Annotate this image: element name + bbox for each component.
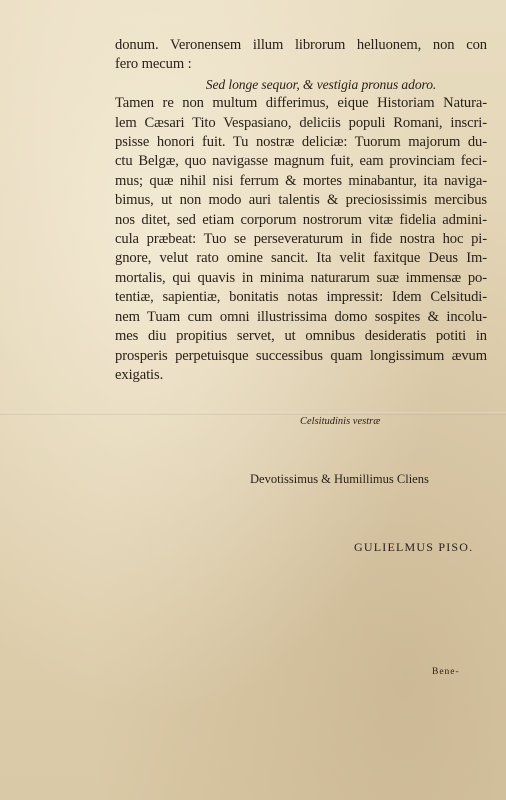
text-line: prosperis perpetuisque successibus quam longissimum ævum (115, 347, 487, 364)
text-line: psisse honori fuit. Tu nostræ deliciæ: Tuorum majorum du- (115, 134, 487, 151)
page-fold (0, 412, 506, 415)
catchword: Bene- (432, 667, 460, 677)
text-line: cula præbeat: Tuo se perseveraturum in fide nostra hoc pi- (115, 231, 487, 248)
text-line: lem Cæsari Tito Vespasiano, deliciis populi Romani, inscri- (115, 114, 487, 131)
text-line: nos ditet, sed etiam corporum nostrorum vitæ fidelia admini- (115, 211, 487, 228)
text-line: bimus, ut non modo auri talentis & preciosissimis mercibus (115, 192, 487, 209)
signature-closing: Devotissimus & Humillimus Cliens (250, 472, 429, 486)
text-line: mortalis, qui quavis in minima naturarum suæ immensæ po- (115, 269, 487, 286)
quoted-verse: Sed longe sequor, & vestigia pronus adoro. (205, 76, 437, 92)
signature-salutation: Celsitudinis vestræ (300, 416, 381, 427)
dedication-text (115, 36, 487, 385)
text-line: nem Tuam cum omni illustrissima domo sospites & incolu- (115, 308, 487, 325)
text-line: Tamen re non multum differimus, eique Historiam Natura- (115, 95, 487, 112)
signature-name: GULIELMUS PISO. (354, 540, 474, 554)
text-line: donum. Veronensem illum librorum helluonem, non con (115, 37, 487, 53)
text-line: tentiæ, sapientiæ, bonitatis notas impressit: Idem Celsitudi- (115, 289, 487, 306)
text-line: exigatis. (115, 366, 164, 383)
text-line: fero mecum : (115, 56, 192, 73)
text-line: mes diu propitius servet, ut omnibus desideratis potiti in (115, 328, 487, 345)
text-line: ctu Belgæ, quo navigasse magnum fuit, eam provinciam feci- (115, 153, 487, 170)
text-line: gnore, velut rato omine sancit. Ita velit faxitque Deus Im- (115, 250, 487, 267)
text-line: mus; quæ nihil nisi ferrum & mortes minabantur, ita naviga- (115, 172, 487, 189)
